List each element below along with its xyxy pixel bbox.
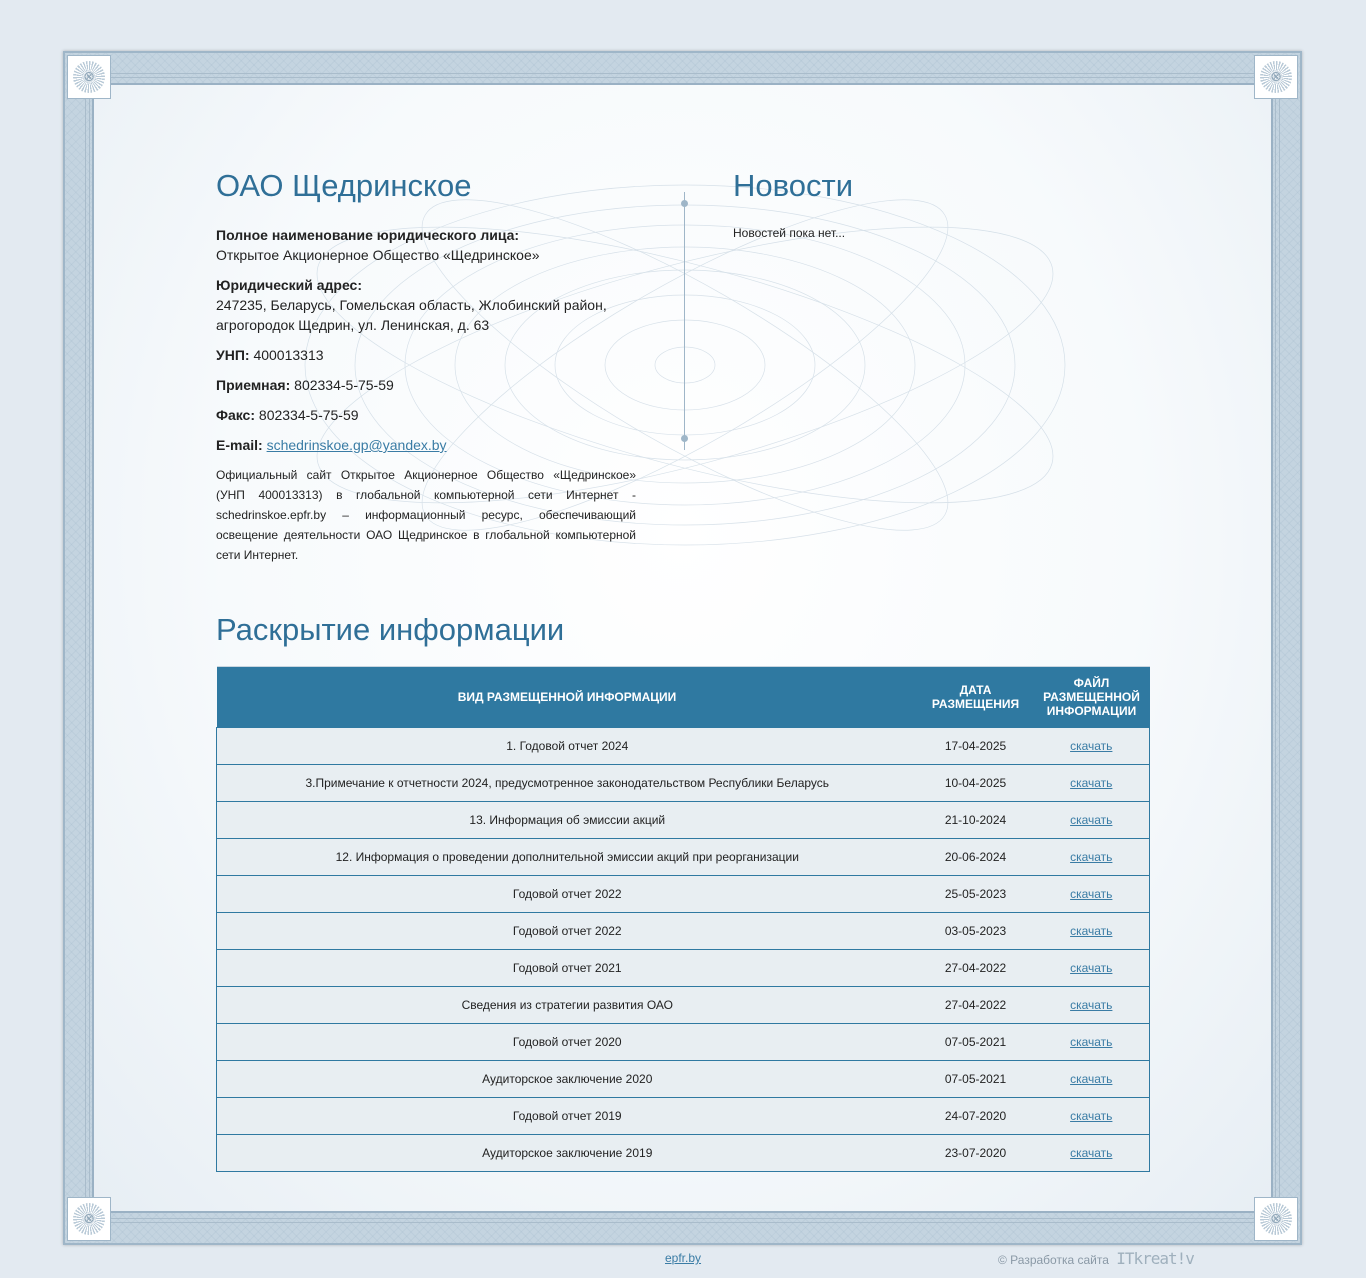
row-date: 07-05-2021 [918,1061,1034,1098]
row-type: Годовой отчет 2022 [217,876,918,913]
download-link[interactable]: скачать [1070,850,1113,864]
table-row [217,839,1150,876]
row-file-cell [1034,1135,1150,1172]
email-field [216,435,636,455]
download-link[interactable]: скачать [1070,813,1113,827]
fax-value: 802334-5-75-59 [258,407,359,423]
row-date: 03-05-2023 [918,913,1034,950]
table-row [217,802,1150,839]
frame-top-line [110,73,1255,78]
row-type: Аудиторское заключение 2019 [217,1135,918,1172]
reception-value: 802334-5-75-59 [294,377,394,393]
download-link[interactable]: скачать [1070,961,1113,975]
download-link[interactable]: скачать [1070,1146,1113,1160]
frame-left-line [85,98,90,1198]
full-name-field [216,225,636,265]
row-date: 20-06-2024 [918,839,1034,876]
address-line1: 247235, Беларусь, Гомельская область, Жлобинский район, [216,297,607,313]
download-link[interactable]: скачать [1070,739,1113,753]
fax-label: Факс: [216,407,256,423]
row-date: 07-05-2021 [918,1024,1034,1061]
row-date: 23-07-2020 [918,1135,1034,1172]
reception-field [216,375,636,395]
table-row [217,1024,1150,1061]
company-info [216,165,636,565]
table-header-row [217,667,1150,728]
corner-ornament-icon [1254,1197,1298,1241]
row-type: Годовой отчет 2020 [217,1024,918,1061]
address-line2: агрогородок Щедрин, ул. Ленинская, д. 63 [216,317,490,333]
row-date: 24-07-2020 [918,1098,1034,1135]
developer-logo[interactable]: ITkreat!v [1116,1249,1194,1268]
row-file-cell [1034,839,1150,876]
table-row [217,765,1150,802]
download-link[interactable]: скачать [1070,776,1113,790]
developer-text: © Разработка сайта [998,1253,1109,1267]
company-title: ОАО Щедринское [216,168,472,203]
email-link[interactable]: schedrinskoe.gp@yandex.by [266,437,447,453]
table-row [217,1061,1150,1098]
corner-ornament-icon [67,55,111,99]
full-name-label: Полное наименование юридического лица: [216,227,520,243]
row-file-cell [1034,802,1150,839]
download-link[interactable]: скачать [1070,1035,1113,1049]
row-file-cell [1034,728,1150,765]
row-date: 21-10-2024 [918,802,1034,839]
download-link[interactable]: скачать [1070,998,1113,1012]
download-link[interactable]: скачать [1070,1109,1113,1123]
table-row [217,1098,1150,1135]
footer-epfr-link[interactable]: epfr.by [665,1251,702,1265]
site-description: Официальный сайт Открытое Акционерное Общество «Щедринское» (УНП 400013313) в глобальной компьютерной сети Интернет - schedrinskoe.epfr.by – информационный ресурс, обеспечивающий освещение деятельности ОАО Щедринское в глобальной компьютерной сети Интернет. [216,468,636,562]
address-field [216,275,636,335]
column-header-date: ДАТА РАЗМЕЩЕНИЯ [918,667,1034,728]
column-header-file: ФАЙЛ РАЗМЕЩЕННОЙ ИНФОРМАЦИИ [1034,667,1150,728]
address-label: Юридический адрес: [216,277,362,293]
news-title: Новости [733,168,854,203]
disclosure-title: Раскрытие информации [216,612,565,647]
row-date: 10-04-2025 [918,765,1034,802]
corner-ornament-icon [1254,55,1298,99]
column-header-type: ВИД РАЗМЕЩЕННОЙ ИНФОРМАЦИИ [217,667,918,728]
row-type: 1. Годовой отчет 2024 [217,728,918,765]
news-empty-text: Новостей пока нет... [733,226,846,240]
row-date: 27-04-2022 [918,987,1034,1024]
row-type: 3.Примечание к отчетности 2024, предусмотренное законодательством Республики Беларусь [217,765,918,802]
frame-right-line [1275,98,1280,1198]
row-file-cell [1034,876,1150,913]
row-file-cell [1034,987,1150,1024]
unp-label: УНП: [216,347,250,363]
table-row [217,987,1150,1024]
table-row [217,913,1150,950]
column-divider [684,192,685,450]
row-type: Годовой отчет 2021 [217,950,918,987]
row-date: 25-05-2023 [918,876,1034,913]
unp-value: 400013313 [253,347,324,363]
news-section [733,165,1133,241]
row-type: 13. Информация об эмиссии акций [217,802,918,839]
row-type: Годовой отчет 2019 [217,1098,918,1135]
row-date: 27-04-2022 [918,950,1034,987]
table-row [217,728,1150,765]
row-file-cell [1034,950,1150,987]
row-type: Сведения из стратегии развития ОАО [217,987,918,1024]
download-link[interactable]: скачать [1070,887,1113,901]
download-link[interactable]: скачать [1070,924,1113,938]
row-file-cell [1034,765,1150,802]
reception-label: Приемная: [216,377,291,393]
frame-bottom-line [110,1218,1255,1223]
row-type: Аудиторское заключение 2020 [217,1061,918,1098]
row-date: 17-04-2025 [918,728,1034,765]
row-file-cell [1034,913,1150,950]
download-link[interactable]: скачать [1070,1072,1113,1086]
row-file-cell [1034,1061,1150,1098]
footer-developer [998,1249,1194,1270]
row-file-cell [1034,1024,1150,1061]
table-row [217,1135,1150,1172]
row-type: Годовой отчет 2022 [217,913,918,950]
row-type: 12. Информация о проведении дополнительной эмиссии акций при реорганизации [217,839,918,876]
fax-field [216,405,636,425]
table-row [217,950,1150,987]
row-file-cell [1034,1098,1150,1135]
unp-field [216,345,636,365]
full-name-value: Открытое Акционерное Общество «Щедринское» [216,247,540,263]
email-label: E-mail: [216,437,263,453]
disclosure-table [216,666,1150,1172]
table-row [217,876,1150,913]
corner-ornament-icon [67,1197,111,1241]
